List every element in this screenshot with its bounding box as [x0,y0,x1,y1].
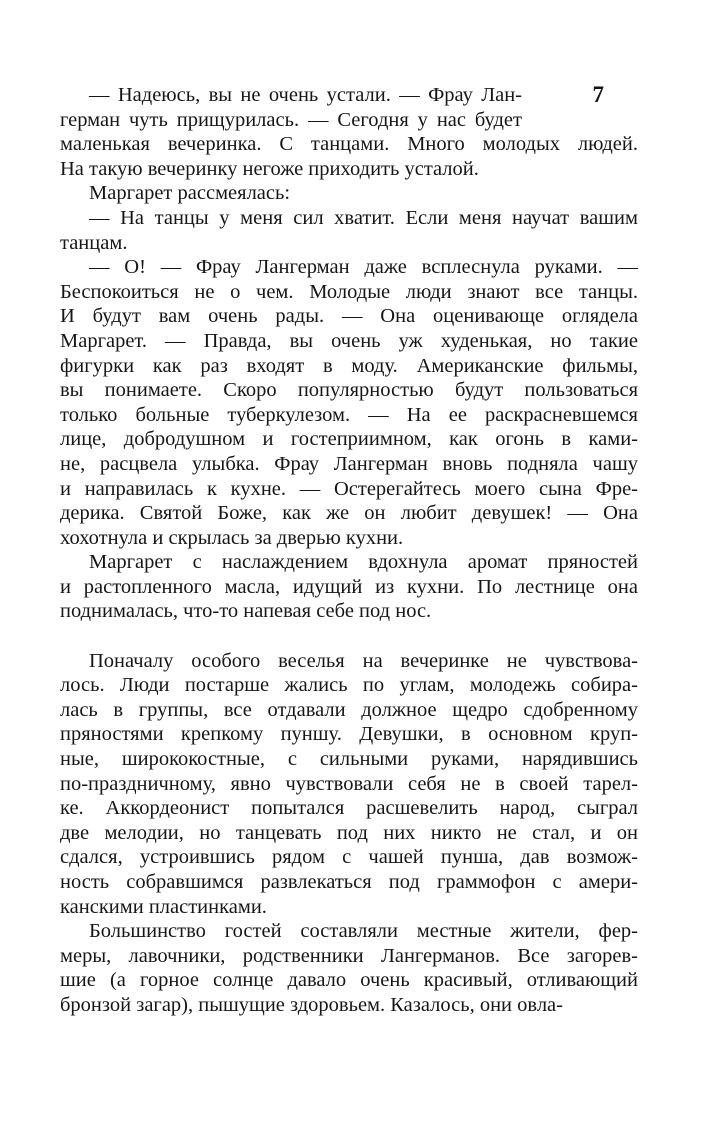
text-line: Маргарет рассмеялась: [89,182,291,205]
text-line: вы понимаете. Скоро популярностью будут пользоваться [60,379,638,402]
text-line: лось. Люди постарше жались по углам, молодежь собира- [60,674,638,697]
text-line: Маргарет с наслаждением вдохнула аромат пряностей [89,551,638,574]
text-line: пряностями крепкому пуншу. Девушки, в основном круп- [60,723,638,746]
text-line: бронзой загар), пышущие здоровьем. Казалось, они овла- [60,993,563,1016]
section-break [60,624,638,649]
text-line: лась в группы, все отдавали должное щедро сдобренному [60,698,638,721]
text-line: Поначалу особого веселья на вечеринке не чувствова- [89,649,638,672]
text-line: поднималась, что-то напевая себе под нос. [60,600,432,623]
text-line: и направилась к кухне. — Остерегайтесь моего сына Фре- [60,477,638,500]
text-column [60,83,638,1018]
page-number [522,83,638,131]
paragraph [60,550,638,624]
text-line: лице, добродушном и гостеприимном, как огонь в ками- [60,428,638,451]
text-line: и растопленного масла, идущий из кухни. По лестнице она [60,575,638,598]
page-number-value: 7 [592,82,604,107]
text-line: не, расцвела улыбка. Фрау Лангерман вновь подняла чашу [60,452,638,475]
paragraphs-container [60,83,638,1018]
text-line: канскими пластинками. [60,895,267,918]
text-line: две мелодии, но танцевать под них никто не стал, и он [60,821,638,844]
text-line: маленькая вечеринка. С танцами. Много молодых людей. [60,133,638,156]
text-line: меры, лавочники, родственники Лангерманов. Все загорев- [60,944,638,967]
text-line: Большинство гостей составляли местные жители, фер- [89,920,638,943]
text-line: ность собравшимся развлекаться под граммофон с амери- [60,871,638,893]
text-line: герман чуть прищурилась. — Сегодня у нас будет [60,108,522,131]
text-line: Маргарет. — Правда, вы очень уж худенькая, но такие [60,329,638,352]
paragraph [60,649,638,920]
paragraph [60,255,638,550]
paragraph [60,919,638,1017]
text-line: ные, ширококостные, с сильными руками, нарядившись [60,748,638,771]
text-line: дерика. Святой Боже, как же он любит девушек! — Она [60,502,638,525]
text-line: — На танцы у меня сил хватит. Если меня научат вашим [89,206,638,229]
text-line: На такую вечеринку негоже приходить усталой. [60,157,479,180]
text-line: хохотнула и скрылась за дверью кухни. [60,526,404,549]
text-line: только больные туберкулезом. — На ее раскрасневшемся [60,403,638,426]
text-line: танцам. [60,231,128,254]
text-line: по-праздничному, явно чувствовали себя не в своей тарел- [60,772,638,795]
text-line: И будут вам очень рады. — Она оценивающе оглядела [60,305,638,328]
paragraph [60,181,638,206]
text-line: Беспокоиться не о чем. Молодые люди знают все танцы. [60,280,638,303]
paragraph [60,206,638,255]
text-line: сдался, устроившись рядом с чашей пунша, дав возмож- [60,846,638,869]
text-line: — Надеюсь, вы не очень устали. — Фрау Лан- [89,84,522,106]
text-line: фигурки как раз входят в моду. Американские фильмы, [60,354,638,377]
text-line: шие (а горное солнце давало очень красивый, отливающий [60,969,638,992]
text-line: — О! — Фрау Лангерман даже всплеснула руками. — [89,256,638,279]
text-line: ке. Аккордеонист попытался расшевелить народ, сыграл [60,797,638,820]
